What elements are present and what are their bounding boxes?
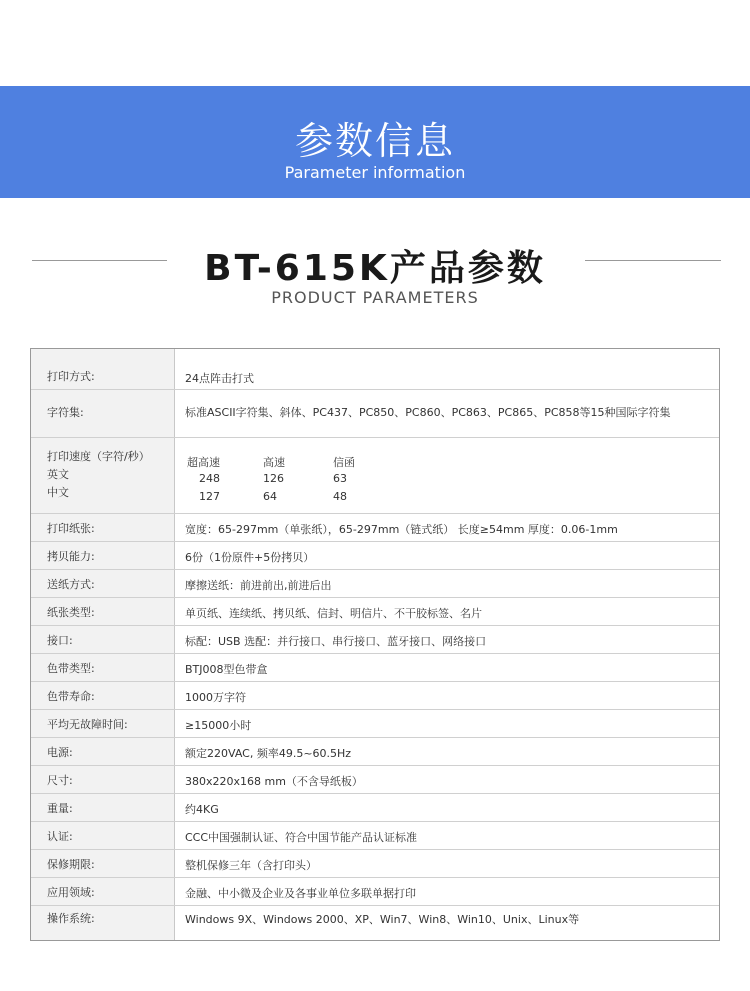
banner-title: 参数信息 bbox=[294, 119, 455, 163]
speed-value-chinese: 48 bbox=[333, 490, 347, 503]
row-label: 尺寸: bbox=[47, 774, 73, 787]
speed-value-chinese: 64 bbox=[263, 490, 277, 503]
row-label: 应用领域: bbox=[47, 886, 95, 899]
table-row bbox=[31, 598, 719, 626]
row-label: 接口: bbox=[47, 634, 73, 647]
row-label: 字符集: bbox=[47, 406, 84, 419]
row-value: 整机保修三年（含打印头） bbox=[185, 859, 317, 872]
speed-value-english: 63 bbox=[333, 472, 347, 485]
row-label: 平均无故障时间: bbox=[47, 718, 128, 731]
row-value: 单页纸、连续纸、拷贝纸、信封、明信片、不干胶标签、名片 bbox=[185, 607, 482, 620]
table-row-print-speed bbox=[31, 438, 719, 514]
section-subtitle: PRODUCT PARAMETERS bbox=[271, 288, 479, 307]
row-value: CCC中国强制认证、符合中国节能产品认证标准 bbox=[185, 831, 418, 844]
speed-value-english: 248 bbox=[199, 472, 220, 485]
row-value: ≥15000小时 bbox=[185, 719, 252, 732]
table-row bbox=[31, 878, 719, 906]
parameters-table bbox=[30, 348, 720, 941]
table-row bbox=[31, 570, 719, 598]
table-row bbox=[31, 390, 719, 438]
speed-header: 高速 bbox=[263, 456, 285, 469]
row-label: 保修期限: bbox=[47, 858, 95, 871]
row-value: 1000万字符 bbox=[185, 691, 246, 704]
table-row bbox=[31, 794, 719, 822]
row-value: BTJ008型色带盒 bbox=[185, 663, 268, 676]
row-label: 拷贝能力: bbox=[47, 550, 95, 563]
row-value: 金融、中小微及企业及各事业单位多联单据打印 bbox=[185, 887, 416, 900]
row-value: 标配：USB 选配：并行接口、串行接口、蓝牙接口、网络接口 bbox=[185, 635, 487, 648]
header-banner bbox=[0, 86, 750, 198]
table-row bbox=[31, 822, 719, 850]
row-label: 色带寿命: bbox=[47, 690, 95, 703]
table-row bbox=[31, 738, 719, 766]
row-value: 摩擦送纸：前进前出,前进后出 bbox=[185, 579, 332, 592]
speed-header: 信函 bbox=[333, 456, 355, 469]
banner-subtitle: Parameter information bbox=[284, 163, 466, 182]
row-value: 宽度：65-297mm（单张纸），65-297mm（链式纸） 长度≥54mm 厚度：0.06-1mm bbox=[185, 523, 618, 536]
table-row bbox=[31, 682, 719, 710]
table-row bbox=[31, 906, 719, 940]
section-title: BT-615K产品参数 bbox=[204, 248, 546, 289]
row-label: 色带类型: bbox=[47, 662, 95, 675]
speed-value-chinese: 127 bbox=[199, 490, 220, 503]
row-label: 操作系统: bbox=[47, 912, 95, 925]
row-label: 打印方式: bbox=[47, 370, 95, 383]
speed-value-english: 126 bbox=[263, 472, 284, 485]
row-value: 24点阵击打式 bbox=[185, 372, 254, 385]
table-row bbox=[31, 654, 719, 682]
row-label: 纸张类型: bbox=[47, 606, 95, 619]
row-value: 380x220x168 mm（不含导纸板） bbox=[185, 775, 363, 788]
table-row bbox=[31, 349, 719, 390]
row-label: 重量: bbox=[47, 802, 73, 815]
table-row bbox=[31, 626, 719, 654]
table-row bbox=[31, 850, 719, 878]
row-label: 电源: bbox=[47, 746, 73, 759]
row-label: 送纸方式: bbox=[47, 578, 95, 591]
row-label: 打印速度（字符/秒） 英文 中文 bbox=[47, 450, 150, 499]
speed-header: 超高速 bbox=[187, 456, 220, 469]
row-value: 约4KG bbox=[185, 803, 219, 816]
table-row bbox=[31, 542, 719, 570]
row-value: 6份（1份原件+5份拷贝） bbox=[185, 551, 315, 564]
row-value: 额定220VAC, 频率49.5~60.5Hz bbox=[185, 747, 352, 760]
row-value: Windows 9X、Windows 2000、XP、Win7、Win8、Win10、Unix、Linux等 bbox=[185, 913, 580, 926]
table-row bbox=[31, 514, 719, 542]
row-label: 认证: bbox=[47, 830, 73, 843]
row-value: 标准ASCII字符集、斜体、PC437、PC850、PC860、PC863、PC865、PC858等15种国际字符集 bbox=[185, 406, 671, 419]
row-label: 打印纸张: bbox=[47, 522, 95, 535]
table-row bbox=[31, 710, 719, 738]
table-row bbox=[31, 766, 719, 794]
